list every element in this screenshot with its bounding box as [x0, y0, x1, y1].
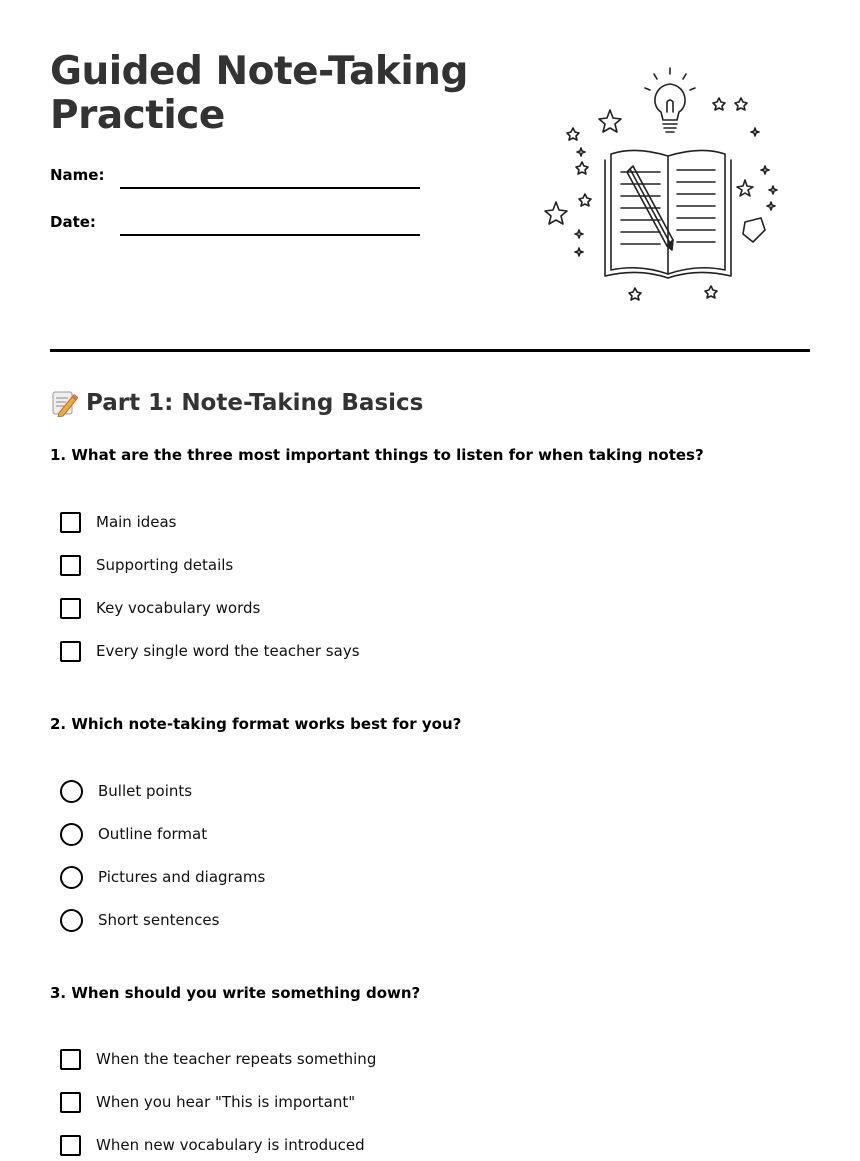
- option-label: Main ideas: [96, 513, 177, 531]
- radio-button[interactable]: [60, 866, 83, 889]
- option-label: Supporting details: [96, 556, 234, 574]
- checkbox[interactable]: [60, 1049, 81, 1070]
- notebook-lightbulb-illustration: [535, 62, 785, 307]
- option-label: Pictures and diagrams: [98, 868, 266, 886]
- memo-icon: [50, 389, 78, 417]
- checkbox[interactable]: [60, 598, 81, 619]
- date-field[interactable]: [120, 234, 420, 236]
- option-label: Short sentences: [98, 911, 220, 929]
- option-label: Every single word the teacher says: [96, 642, 360, 660]
- option-label: Bullet points: [98, 782, 193, 800]
- option-label: When the teacher repeats something: [96, 1050, 377, 1068]
- notebook-icon: [605, 150, 731, 278]
- section-heading: [50, 389, 423, 417]
- option-label: When you hear "This is important": [96, 1093, 356, 1111]
- question-2-option[interactable]: [60, 822, 207, 846]
- question-2-option[interactable]: [60, 908, 219, 932]
- option-label: When new vocabulary is introduced: [96, 1136, 365, 1154]
- checkbox[interactable]: [60, 1135, 81, 1156]
- question-1-option[interactable]: [60, 553, 233, 577]
- title-line-1: Guided Note-Taking: [50, 49, 468, 94]
- date-label: Date:: [50, 213, 96, 231]
- checkbox[interactable]: [60, 555, 81, 576]
- option-label: Key vocabulary words: [96, 599, 261, 617]
- radio-button[interactable]: [60, 909, 83, 932]
- checkbox[interactable]: [60, 641, 81, 662]
- radio-button[interactable]: [60, 823, 83, 846]
- question-1-option[interactable]: [60, 639, 360, 663]
- name-field[interactable]: [120, 187, 420, 189]
- page-title: [50, 50, 468, 138]
- question-1: 1. What are the three most important things to listen for when taking notes?: [50, 446, 704, 464]
- question-3-option[interactable]: [60, 1133, 365, 1157]
- name-label: Name:: [50, 166, 105, 184]
- question-1-option[interactable]: [60, 596, 260, 620]
- divider: [50, 349, 810, 352]
- question-3-option[interactable]: [60, 1047, 376, 1071]
- question-1-option[interactable]: [60, 510, 177, 534]
- question-2: 2. Which note-taking format works best for you?: [50, 715, 462, 733]
- checkbox[interactable]: [60, 1092, 81, 1113]
- option-label: Outline format: [98, 825, 208, 843]
- sparkle-stars-icon: [545, 98, 777, 300]
- question-3-option[interactable]: [60, 1090, 355, 1114]
- question-3: 3. When should you write something down?: [50, 984, 421, 1002]
- lightbulb-icon: [645, 68, 695, 132]
- section-heading-text: Part 1: Note-Taking Basics: [86, 390, 424, 416]
- title-line-2: Practice: [50, 93, 225, 138]
- question-2-option[interactable]: [60, 779, 192, 803]
- checkbox[interactable]: [60, 512, 81, 533]
- question-2-option[interactable]: [60, 865, 265, 889]
- radio-button[interactable]: [60, 780, 83, 803]
